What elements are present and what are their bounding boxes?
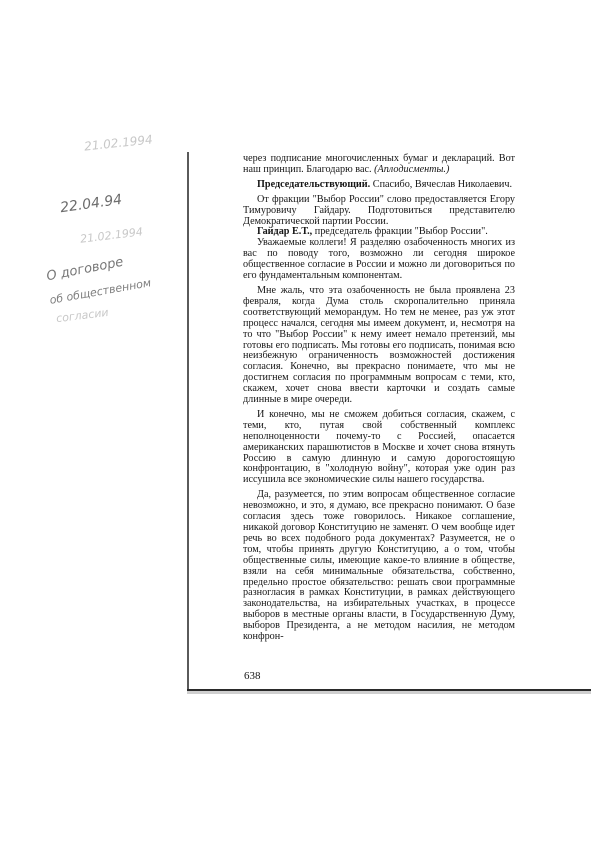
- transcript-column: [243, 154, 515, 643]
- margin-note-topic-line2: об общественном: [48, 276, 153, 307]
- paragraph-text: Да, разумеется, по этим вопросам общественное согласие невозможно, и это, я думаю, все прекрасно понимают. О базе согласия здесь тоже говорилось. Никакое соглашение, никакой договор Конституцию не заменят. О чем вообще идет речь во всех подобного рода документах? Разумеется, не о том, чтобы принять другую Конституцию, а о том, чтобы общественные силы, имеющие какое-то влияние в обществе, взяли на себя минимальные обязательства, собственно, предельно простое обязательство: решать свои программные разногласия в рамках Конституции, в рамках действующего законодательства, на избирательных участках, в процессе выборов в местные органы власти, в Государственную Думу, выборов Президента, а не методом насилия, не методом конфрон-: [243, 489, 515, 643]
- margin-note-topic-line3: согласии: [55, 305, 110, 326]
- paragraph: [243, 410, 515, 486]
- paragraph-text: через подписание многочисленных бумаг и деклараций. Вот наш принцип. Благодарю вас.: [243, 153, 515, 175]
- handwritten-margin-notes: [0, 0, 230, 400]
- paragraph-text: председатель фракции "Выбор России".: [314, 226, 488, 238]
- paragraph: [243, 286, 515, 406]
- paragraph: [243, 195, 515, 228]
- margin-note-date: 22.04.94: [59, 191, 124, 217]
- page-number: 638: [244, 670, 261, 682]
- margin-note-date-top: 21.02.1994: [83, 132, 154, 154]
- paragraph: [243, 490, 515, 643]
- paragraph: [243, 180, 515, 191]
- paragraph-text: Уважаемые коллеги! Я разделяю озабоченность многих из вас по поводу того, возможно ли сегодня широкое общественное согласие в России и можно ли договориться по его фундаментальным компонентам.: [243, 237, 515, 282]
- applause-note: (Аплодисменты.): [374, 163, 450, 175]
- paragraph-text: Мне жаль, что эта озабоченность не была проявлена 23 февраля, когда Дума столь скоропалительно приняла соответствующий меморандум. Но тем не менее, раз уж этот процесс начался, сегодня мы имеем документ, и, несмотря на то что "Выбор России" к нему имеет немало претензий, мы готовы его подписать. Мы готовы его подписать, понимая всю неизбежную ограниченность возможностей достижения согласия. Конечно, вы прекрасно понимаете, что мы не достигнем согласия по программным вопросам с теми, кто, скажем, хочет снова ввести карточки и создать самые длинные в мире очереди.: [243, 284, 515, 406]
- margin-note-topic-line1: О договоре: [45, 254, 125, 285]
- scan-bottom-shadow: [187, 691, 591, 694]
- speaker-name: Председательствующий.: [257, 178, 371, 190]
- paragraph-text: От фракции "Выбор России" слово предоставляется Егору Тимуровичу Гайдару. Подготовиться представителю Демократической партии России.: [243, 193, 515, 227]
- paragraph-text: И конечно, мы не сможем добиться согласия, скажем, с теми, кто, путая свой собственный комплекс неполноценности почему-то с Россией, опасается американских парашютистов в Москве и хочет снова втянуть Россию в самую длинную и самую дорогостоящую конфронтацию, в "холодную войну", которая уже один раз иссушила все экономические силы нашего государства.: [243, 408, 515, 486]
- margin-note-date-faint: 21.02.1994: [79, 225, 144, 246]
- paragraph-text: Спасибо, Вячеслав Николаевич.: [372, 178, 513, 190]
- paragraph: [243, 238, 515, 282]
- speaker-name: Гайдар Е.Т.,: [257, 226, 313, 238]
- paragraph: [243, 154, 515, 176]
